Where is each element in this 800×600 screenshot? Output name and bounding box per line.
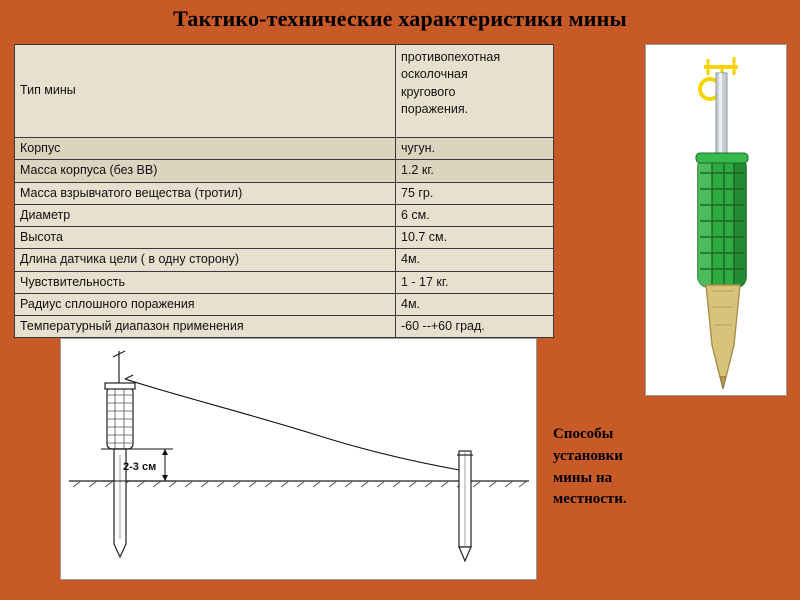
table-row [15, 249, 554, 271]
table-row [15, 293, 554, 315]
row-value: 1 - 17 кг. [396, 271, 554, 293]
table-row [15, 271, 554, 293]
table-row [15, 138, 554, 160]
row-value: 75 гр. [396, 182, 554, 204]
row-value: 10.7 см. [396, 227, 554, 249]
installation-diagram [61, 339, 536, 579]
row-label: Температурный диапазон применения [15, 316, 396, 338]
table-body [15, 45, 554, 338]
page-title: Тактико-технические характеристики мины [173, 6, 627, 31]
caption-line: мины на [553, 469, 613, 486]
row-value [396, 45, 554, 138]
caption-line: Способы [553, 426, 614, 442]
row-value: 4м. [396, 249, 554, 271]
specifications-table [14, 44, 554, 338]
table-row [15, 204, 554, 226]
row-label: Длина датчика цели ( в одну сторону) [15, 249, 396, 271]
row-value-line: противопехотная [401, 50, 501, 64]
row-label: Тип мины [15, 45, 396, 138]
installation-diagram-panel [60, 338, 537, 580]
table-row [15, 182, 554, 204]
row-label: Корпус [15, 138, 396, 160]
row-value: 6 см. [396, 204, 554, 226]
caption-line: местности. [553, 491, 627, 508]
caption-line: установки [553, 447, 623, 464]
row-label: Масса корпуса (без ВВ) [15, 160, 396, 182]
row-label: Чувствительность [15, 271, 396, 293]
row-value: чугун. [396, 138, 554, 160]
installation-caption [553, 424, 703, 511]
dimension-label: 2-3 см [123, 461, 157, 473]
row-value: -60 --+60 град. [396, 316, 554, 338]
table-row [15, 160, 554, 182]
row-label: Радиус сплошного поражения [15, 293, 396, 315]
row-value-line: кругового [401, 84, 456, 99]
mine-body [696, 153, 748, 287]
row-value-line: поражения. [401, 101, 469, 116]
row-value: 1.2 кг. [396, 160, 554, 182]
table-row [15, 45, 554, 138]
table-row [15, 316, 554, 338]
row-label: Высота [15, 227, 396, 249]
mine-illustration [646, 45, 786, 395]
row-label: Диаметр [15, 204, 396, 226]
row-value-line: осколочная [401, 67, 468, 82]
detonator-tube [716, 73, 727, 163]
row-value: 4м. [396, 293, 554, 315]
anchor-stake-right [457, 451, 473, 561]
table-row [15, 227, 554, 249]
row-label: Масса взрывчатого вещества (тротил) [15, 182, 396, 204]
mine-photo-panel [645, 44, 787, 396]
